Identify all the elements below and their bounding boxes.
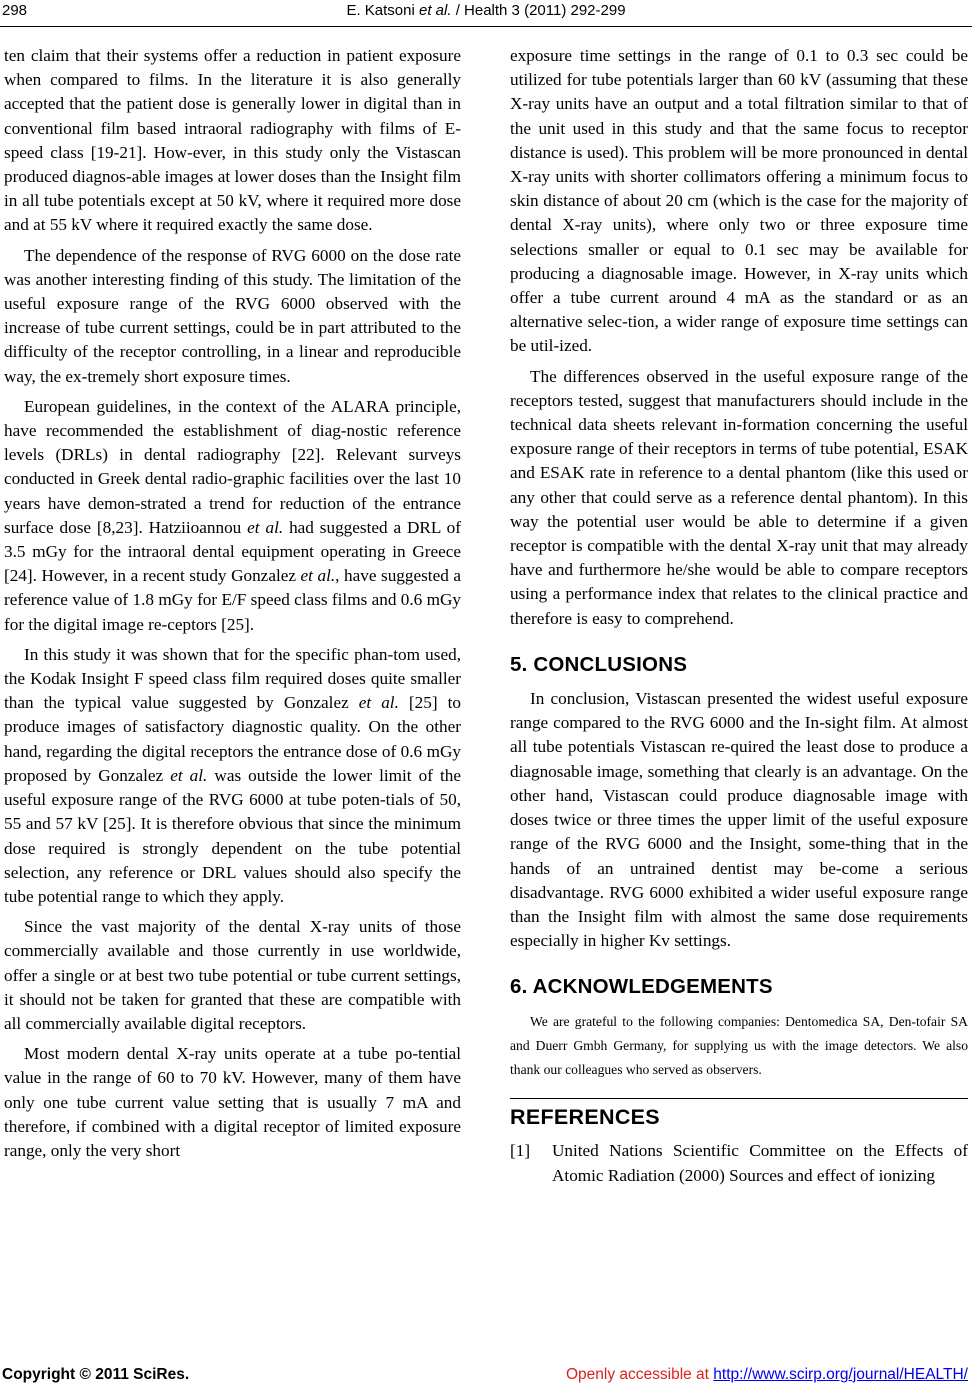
reference-text: United Nations Scientific Committee on the Effects of Atomic Radiation (2000) Sources and effect of ionizing (552, 1141, 968, 1185)
section-heading-acknowledgements: 6. ACKNOWLEDGEMENTS (510, 975, 773, 999)
left-column (4, 44, 461, 1163)
page-footer (0, 1366, 972, 1386)
paragraph: European guidelines, in the context of the ALARA principle, have recommended the establishment of diag-nostic reference levels (DRLs) in dental radiography [22]. Relevant surveys conducted in Greek dental radio-graphic facilities over the last 10 years have demon-strated a trend for reduction of the entrance surface dose [8,23]. Hatziioannou et al. had suggested a DRL of 3.5 mGy for the intraoral dental equipment operating in Greece [24]. However, in a recent study Gonzalez et al., have suggested a reference value of 1.8 mGy for E/F speed class films and 0.6 mGy for the digital image re-ceptors [25]. (4, 396, 461, 634)
paragraph: exposure time settings in the range of 0.1 to 0.3 sec could be utilized for tube potentials larger than 60 kV (assuming that these X-ray units have an output and a total filtration similar to that of the unit used in this study and that the same focus to receptor distance is used). This problem will be more pronounced in dental X-ray units with shorter collimators offering a minimum focus to skin distance of about 20 cm (which is the case for the majority of dental X-ray units), where only two or three exposure time selections smaller or equal to 0.1 sec may be available for producing a diagnosable image. However, in X-ray units which offer a tube current around 4 mA as the standard or as an alternative selec-tion, a wider range of exposure time settings can be util-ized. (510, 46, 968, 356)
journal-link[interactable]: http://www.scirp.org/journal/HEALTH/ (713, 1366, 968, 1383)
paragraph: The dependence of the response of RVG 6000 on the dose rate was another interesting finding of this study. The limitation of the useful exposure range of the RVG 6000 observed with the increase of tube current settings, could be in part attributed to the difficulty of the receptor controlling, in a linear and reproducible way, the ex-tremely short exposure times. (4, 245, 461, 386)
reference-number: [1] (510, 1141, 531, 1161)
paragraph: In this study it was shown that for the specific phan-tom used, the Kodak Insight F speed class film required doses quite smaller than the typical value suggested by Gonzalez et al. [25] to produce images of satisfactory diagnostic quality. On the other hand, regarding the digital receptors the entrance dose of 0.6 mGy proposed by Gonzalez et al. was outside the lower limit of the useful exposure range of the RVG 6000 at tube poten-tials of 50, 55 and 57 kV [25]. It is therefore obvious that since the minimum dose required is strongly dependent on the tube potential selection, any reference or DRL values should also specify the tube potential range to which they apply. (4, 644, 461, 906)
acknowledgements-text: We are grateful to the following companies: Dentomedica SA, Den-tofair SA and Duerr Gmbh Germany, for supplying us with the image detectors. We also thank our colleagues who served as observers. (510, 1013, 968, 1077)
paragraph: The differences observed in the useful exposure range of the receptors tested, suggest that manufacturers should include in the technical data sheets relevant in-formation concerning the useful exposure range of their receptors in terms of tube potential, ESAK and ESAK rate in reference to a dental phantom (like this used or any other that could serve as a reference dental phantom). In this way the potential user would be able to determine if a given receptor is compatible with the dental X-ray unit that may already have and furthermore he/she would be able to compare receptors using a performance index that relates to the clinical practice and therefore is easy to comprehend. (510, 366, 968, 628)
running-header (0, 2, 972, 24)
paragraph: Most modern dental X-ray units operate at a tube po-tential value in the range of 60 to 70 kV. However, many of them have only one tube current value setting that is usually 7 mA and therefore, if combined with a digital receptor of limited exposure range, only the very short (4, 1044, 461, 1160)
section-heading-conclusions: 5. CONCLUSIONS (510, 652, 688, 676)
copyright-notice: Copyright © 2011 SciRes. (2, 1366, 190, 1383)
paragraph: In conclusion, Vistascan presented the widest useful exposure range compared to the RVG 6000 and the In-sight film. At almost all tube potentials Vistascan re-quired the least dose to produce a diagnosable image, something that clearly is an advantage. On the other hand, Vistascan could produce diagnosable image with doses twice or three times the upper limit of the useful exposure range of the RVG 6000 and the Insight, some-thing that in the hands of an untrained dentist may be-come a serious disadvantage. RVG 6000 exhibited a wider useful exposure range than the Insight film with almost the same dose requirements especially in higher Kv settings. (510, 689, 968, 951)
section-heading-references: REFERENCES (510, 1105, 660, 1130)
header-rule (0, 26, 972, 27)
paragraph: ten claim that their systems offer a reduction in patient exposure when compared to films. In the literature it is also generally accepted that the patient dose is generally lower in digital than in conventional film based intraoral radiography with films of E-speed class [19-21]. How-ever, in this study only the Vistascan produced diagnos-able images at lower doses than the Insight film in all tube potentials except at 50 kV, where it required more dose and at 55 kV where it required exactly the same dose. (4, 46, 461, 235)
right-column (510, 44, 968, 1188)
running-head: E. Katsoni et al. / Health 3 (2011) 292-299 (346, 2, 626, 19)
paragraph: Since the vast majority of the dental X-ray units of those commercially available and those currently in use worldwide, offer a single or at best two tube potential or tube current settings, it should not be taken for granted that these are compatible with all commercially available digital receptors. (4, 917, 461, 1033)
page-number: 298 (2, 2, 28, 19)
open-access-notice: Openly accessible at http://www.scirp.org/journal/HEALTH/ (565, 1366, 968, 1383)
reference-item (510, 1139, 968, 1187)
references-rule (510, 1098, 968, 1099)
